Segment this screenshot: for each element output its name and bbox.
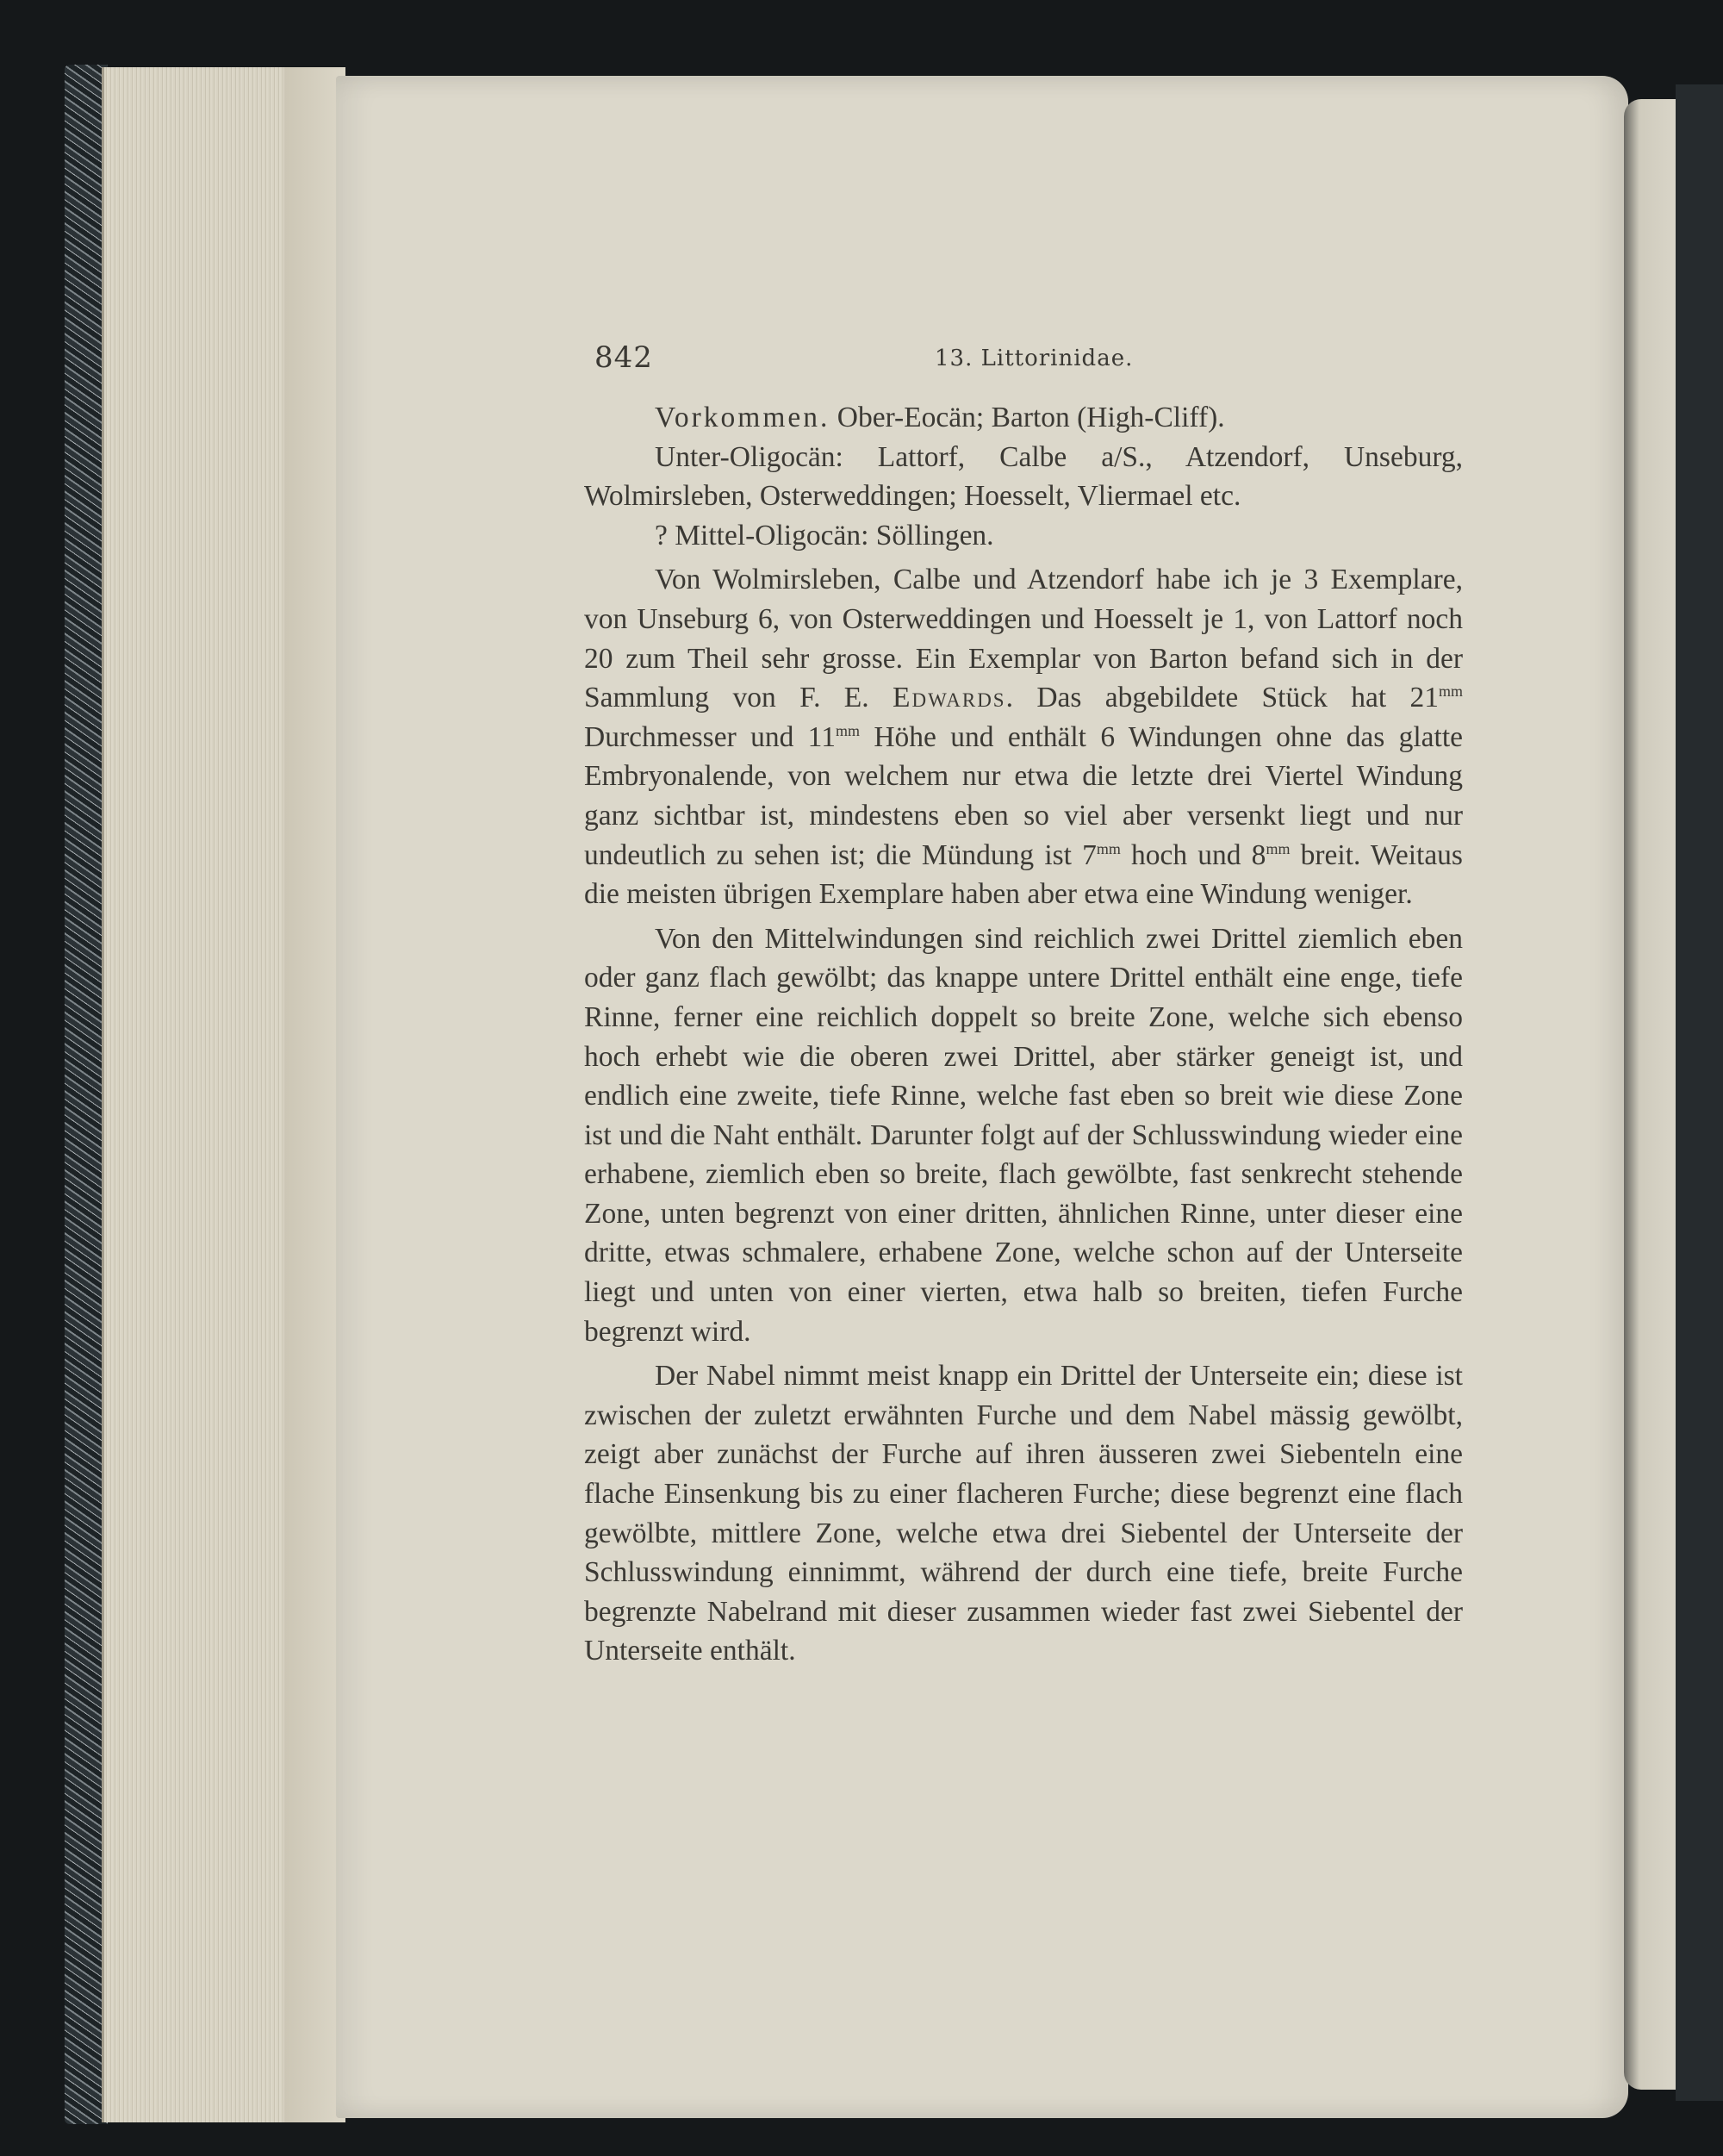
- unit-mm: mm: [1266, 839, 1291, 857]
- paragraph-middle-oligocene: ? Mittel-Oligocän: Söllingen.: [655, 519, 994, 551]
- paragraph-occurrence: [584, 398, 1463, 438]
- text-run: Durchmesser und 11: [584, 720, 836, 753]
- text-run: breit. Weitaus die meisten übrigen Exemplare haben aber etwa eine Windung weniger.: [584, 838, 1463, 911]
- unit-mm: mm: [835, 721, 860, 739]
- page-number: 842: [594, 340, 653, 375]
- text-run: hoch und 8: [1120, 838, 1266, 871]
- page-header: [594, 340, 1456, 383]
- section-label: Vorkommen.: [655, 402, 830, 433]
- paragraph-specimens: [584, 560, 1463, 913]
- unit-mm: mm: [1439, 682, 1464, 700]
- body-text: [584, 398, 1463, 1671]
- facing-page-edge: [1624, 99, 1676, 2090]
- unit-mm: mm: [1096, 839, 1121, 857]
- paragraph-whorls: Von den Mittelwindungen sind reichlich zwei Drittel ziemlich eben oder ganz flach gewölbt; das knappe untere Drittel enthält eine enge, tiefe Rinne, ferner eine reichlich doppelt so breite Zone, welche sich ebenso hoch erhebt wie die oberen zwei Drittel, aber stärker geneigt ist, und endlich eine zweite, tiefe Rinne, welche fast eben so breit wie diese Zone ist und die Naht enthält. Darunter folgt auf der Schlusswindung wieder eine erhabene, ziemlich eben so breite, flach gewölbte, fast senkrecht stehende Zone, unten begrenzt von einer dritten, ähnlichen Rinne, unter dieser eine dritte, etwas schmalere, erhabene Zone, welche schon auf der Unterseite liegt und unten von einer vierten, etwa halb so breiten, tiefen Furche begrenzt wird.: [584, 922, 1463, 1348]
- text-run: Von Wolmirsleben, Calbe und Atzendorf habe ich je 3 Exemplare, von Unseburg 6, von Osterweddingen und Hoesselt je 1, von Lattorf noch 20 zum Theil sehr grosse. Ein Exemplar von Barton befand sich in der Sammlung von F. E.: [584, 564, 1463, 714]
- paragraph-lower-oligocene: Unter-Oligocän: Lattorf, Calbe a/S., Atzendorf, Unseburg, Wolmirsleben, Osterweddingen; Hoesselt, Vliermael etc.: [584, 440, 1463, 513]
- cover-right: [1676, 84, 1723, 2101]
- text-run: Höhe und enthält 6 Windungen ohne das glatte Embryonalende, von welchem nur etwa die letzte drei Viertel Windung ganz sichtbar ist, mindestens eben so viel aber versenkt liegt und nur undeutlich zu sehen ist; die Mündung ist 7: [584, 720, 1463, 871]
- running-head: 13. Littorinidae.: [935, 346, 1134, 371]
- text-run: . Das abgebildete Stück hat 21: [1005, 682, 1439, 714]
- paragraph-text: Ober-Eocän; Barton (High-Cliff).: [837, 402, 1225, 433]
- paragraph-umbilicus: Der Nabel nimmt meist knapp ein Drittel der Unterseite ein; diese ist zwischen der zuletzt erwähnten Furche und dem Nabel mässig gewölbt, zeigt aber zunächst der Furche auf ihren äusseren zwei Siebenteln eine flache Einsenkung bis zu einer flacheren Furche; diese begrenzt eine flach gewölbte, mittlere Zone, welche etwa drei Siebentel der Unterseite der Schlusswindung einnimmt, während der durch eine tiefe, breite Furche begrenzte Nabelrand mit dieser zusammen wieder fast zwei Siebentel der Unterseite enthält.: [584, 1360, 1463, 1667]
- author-name: Edwards: [893, 682, 1006, 714]
